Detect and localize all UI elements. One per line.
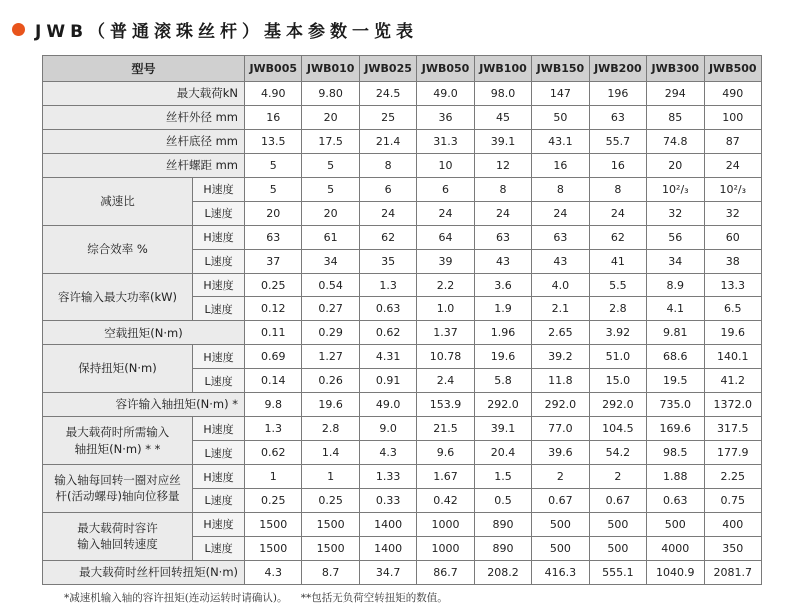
table-cell: 49.0 — [359, 393, 416, 417]
table-cell: 5.5 — [589, 273, 646, 297]
table-cell: 0.27 — [302, 297, 359, 321]
table-cell: 2.8 — [589, 297, 646, 321]
table-cell: 3.6 — [474, 273, 531, 297]
table-cell: 500 — [532, 536, 589, 560]
table-cell: 38 — [704, 249, 761, 273]
table-cell: 153.9 — [417, 393, 474, 417]
table-cell: 4.3 — [359, 441, 416, 465]
table-cell: 5 — [245, 177, 302, 201]
table-cell: 41.2 — [704, 369, 761, 393]
table-cell: 13.5 — [245, 129, 302, 153]
row-label-max_power: 容许输入最大功率(kW) — [43, 273, 193, 321]
table-cell: 1372.0 — [704, 393, 761, 417]
table-cell: 16 — [589, 153, 646, 177]
table-cell: 85 — [647, 105, 704, 129]
table-cell: 2 — [532, 465, 589, 489]
table-cell: 0.42 — [417, 488, 474, 512]
table-cell: 39.6 — [532, 441, 589, 465]
speed-label-h: H速度 — [193, 177, 245, 201]
row-label-axial_travel — [43, 465, 193, 513]
table-cell: 9.6 — [417, 441, 474, 465]
table-cell: 0.67 — [532, 488, 589, 512]
row-label-line: 最大载荷时所需输入 — [65, 424, 170, 439]
bullet-dot-icon — [12, 23, 25, 36]
table-cell: 61 — [302, 225, 359, 249]
table-cell: 1500 — [302, 512, 359, 536]
table-cell: 890 — [474, 512, 531, 536]
table-cell: 100 — [704, 105, 761, 129]
table-cell: 50 — [532, 105, 589, 129]
table-cell: 1.3 — [245, 417, 302, 441]
table-cell: 0.75 — [704, 488, 761, 512]
table-cell: 63 — [474, 225, 531, 249]
speed-label-l: L速度 — [193, 369, 245, 393]
model-column-header: JWB050 — [417, 56, 474, 82]
table-cell: 2.65 — [532, 321, 589, 345]
table-cell: 1400 — [359, 536, 416, 560]
speed-label-l: L速度 — [193, 297, 245, 321]
table-cell: 15.0 — [589, 369, 646, 393]
table-cell: 1400 — [359, 512, 416, 536]
table-cell: 24 — [532, 201, 589, 225]
table-cell: 5 — [302, 153, 359, 177]
table-cell: 68.6 — [647, 345, 704, 369]
table-cell: 34 — [647, 249, 704, 273]
row-label-screw_torque: 最大载荷时丝杆回转扭矩(N·m) — [43, 560, 245, 584]
table-cell: 2.4 — [417, 369, 474, 393]
table-row — [43, 273, 762, 297]
table-cell: 20 — [647, 153, 704, 177]
table-cell: 0.25 — [245, 488, 302, 512]
speed-label-l: L速度 — [193, 441, 245, 465]
table-cell: 24 — [359, 201, 416, 225]
table-cell: 5.8 — [474, 369, 531, 393]
row-label-max_load: 最大载荷kN — [43, 82, 245, 106]
table-cell: 10²/₃ — [704, 177, 761, 201]
page-title-bar — [12, 14, 418, 44]
model-header: 型号 — [43, 56, 245, 82]
table-cell: 317.5 — [704, 417, 761, 441]
table-cell: 2.1 — [532, 297, 589, 321]
table-cell: 49.0 — [417, 82, 474, 106]
model-column-header: JWB005 — [245, 56, 302, 82]
row-label-ratio: 减速比 — [43, 177, 193, 225]
table-cell: 0.67 — [589, 488, 646, 512]
model-column-header: JWB025 — [359, 56, 416, 82]
table-cell: 0.12 — [245, 297, 302, 321]
table-cell: 31.3 — [417, 129, 474, 153]
speed-label-l: L速度 — [193, 488, 245, 512]
table-cell: 1500 — [302, 536, 359, 560]
table-cell: 292.0 — [532, 393, 589, 417]
table-cell: 735.0 — [647, 393, 704, 417]
table-cell: 9.8 — [245, 393, 302, 417]
table-cell: 51.0 — [589, 345, 646, 369]
table-cell: 177.9 — [704, 441, 761, 465]
table-cell: 400 — [704, 512, 761, 536]
table-cell: 1040.9 — [647, 560, 704, 584]
table-cell: 500 — [589, 536, 646, 560]
table-row — [43, 129, 762, 153]
table-row — [43, 321, 762, 345]
table-cell: 34.7 — [359, 560, 416, 584]
table-cell: 37 — [245, 249, 302, 273]
table-cell: 140.1 — [704, 345, 761, 369]
table-cell: 64 — [417, 225, 474, 249]
table-cell: 0.54 — [302, 273, 359, 297]
table-cell: 98.0 — [474, 82, 531, 106]
table-cell: 4.3 — [245, 560, 302, 584]
table-row — [43, 417, 762, 441]
table-cell: 1000 — [417, 512, 474, 536]
table-cell: 0.63 — [647, 488, 704, 512]
table-cell: 39 — [417, 249, 474, 273]
table-cell: 19.5 — [647, 369, 704, 393]
row-label-holding_torque: 保持扭矩(N·m) — [43, 345, 193, 393]
speed-label-h: H速度 — [193, 512, 245, 536]
row-label-line: 最大载荷时容许 — [77, 520, 158, 535]
table-cell: 1.5 — [474, 465, 531, 489]
table-cell: 1.27 — [302, 345, 359, 369]
table-cell: 34 — [302, 249, 359, 273]
table-cell: 21.4 — [359, 129, 416, 153]
table-row — [43, 177, 762, 201]
page-title: JWB（普通滚珠丝杆）基本参数一览表 — [35, 21, 419, 42]
table-cell: 8 — [589, 177, 646, 201]
table-cell: 12 — [474, 153, 531, 177]
table-cell: 6.5 — [704, 297, 761, 321]
table-cell: 45 — [474, 105, 531, 129]
table-cell: 0.14 — [245, 369, 302, 393]
table-cell: 35 — [359, 249, 416, 273]
table-cell: 16 — [532, 153, 589, 177]
table-cell: 1.33 — [359, 465, 416, 489]
table-cell: 19.6 — [302, 393, 359, 417]
table-cell: 292.0 — [474, 393, 531, 417]
table-cell: 25 — [359, 105, 416, 129]
table-cell: 4.90 — [245, 82, 302, 106]
table-cell: 0.63 — [359, 297, 416, 321]
footnote: *减速机输入轴的容许扭矩(连动运转时请确认)。 **包括无负荷空转扭矩的数值。 — [64, 592, 448, 604]
table-cell: 39.2 — [532, 345, 589, 369]
table-cell: 294 — [647, 82, 704, 106]
table-row — [43, 512, 762, 536]
speed-label-l: L速度 — [193, 536, 245, 560]
table-cell: 8 — [359, 153, 416, 177]
table-cell: 41 — [589, 249, 646, 273]
model-column-header: JWB150 — [532, 56, 589, 82]
table-cell: 3.92 — [589, 321, 646, 345]
model-column-header: JWB010 — [302, 56, 359, 82]
table-cell: 63 — [532, 225, 589, 249]
table-cell: 1.3 — [359, 273, 416, 297]
table-cell: 86.7 — [417, 560, 474, 584]
table-cell: 1500 — [245, 512, 302, 536]
table-cell: 8.9 — [647, 273, 704, 297]
table-cell: 2.8 — [302, 417, 359, 441]
table-cell: 62 — [589, 225, 646, 249]
table-cell: 4.31 — [359, 345, 416, 369]
table-cell: 19.6 — [474, 345, 531, 369]
table-cell: 147 — [532, 82, 589, 106]
table-cell: 4.0 — [532, 273, 589, 297]
table-cell: 208.2 — [474, 560, 531, 584]
speed-label-l: L速度 — [193, 249, 245, 273]
table-cell: 2.2 — [417, 273, 474, 297]
table-row — [43, 345, 762, 369]
table-cell: 4.1 — [647, 297, 704, 321]
table-cell: 24.5 — [359, 82, 416, 106]
table-cell: 104.5 — [589, 417, 646, 441]
table-cell: 43 — [474, 249, 531, 273]
table-cell: 6 — [359, 177, 416, 201]
table-cell: 16 — [245, 105, 302, 129]
table-cell: 416.3 — [532, 560, 589, 584]
model-column-header: JWB500 — [704, 56, 761, 82]
table-cell: 77.0 — [532, 417, 589, 441]
table-cell: 0.62 — [359, 321, 416, 345]
table-cell: 43 — [532, 249, 589, 273]
table-cell: 32 — [704, 201, 761, 225]
parameter-table — [42, 55, 762, 585]
table-cell: 13.3 — [704, 273, 761, 297]
table-cell: 0.26 — [302, 369, 359, 393]
model-column-header: JWB100 — [474, 56, 531, 82]
table-cell: 9.81 — [647, 321, 704, 345]
table-cell: 74.8 — [647, 129, 704, 153]
table-cell: 350 — [704, 536, 761, 560]
table-cell: 87 — [704, 129, 761, 153]
table-cell: 500 — [532, 512, 589, 536]
table-cell: 6 — [417, 177, 474, 201]
table-cell: 39.1 — [474, 129, 531, 153]
table-row — [43, 82, 762, 106]
table-header-row — [43, 56, 762, 82]
table-cell: 24 — [417, 201, 474, 225]
table-cell: 196 — [589, 82, 646, 106]
row-label-no_load_torque: 空载扭矩(N·m) — [43, 321, 245, 345]
table-cell: 1.96 — [474, 321, 531, 345]
row-label-line: 输入轴每回转一圈对应丝 — [54, 472, 181, 487]
table-cell: 32 — [647, 201, 704, 225]
table-cell: 17.5 — [302, 129, 359, 153]
table-cell: 0.11 — [245, 321, 302, 345]
table-cell: 8 — [532, 177, 589, 201]
table-row — [43, 465, 762, 489]
table-cell: 11.8 — [532, 369, 589, 393]
table-cell: 0.69 — [245, 345, 302, 369]
table-cell: 169.6 — [647, 417, 704, 441]
row-label-line: 输入轴回转速度 — [77, 537, 158, 552]
table-cell: 1 — [245, 465, 302, 489]
table-cell: 1.9 — [474, 297, 531, 321]
table-cell: 0.5 — [474, 488, 531, 512]
table-cell: 20.4 — [474, 441, 531, 465]
speed-label-h: H速度 — [193, 273, 245, 297]
speed-label-h: H速度 — [193, 225, 245, 249]
speed-label-h: H速度 — [193, 417, 245, 441]
table-cell: 0.33 — [359, 488, 416, 512]
table-cell: 1.0 — [417, 297, 474, 321]
model-column-header: JWB200 — [589, 56, 646, 82]
table-cell: 1.4 — [302, 441, 359, 465]
table-cell: 24 — [474, 201, 531, 225]
table-cell: 1.88 — [647, 465, 704, 489]
table-cell: 62 — [359, 225, 416, 249]
table-cell: 43.1 — [532, 129, 589, 153]
speed-label-l: L速度 — [193, 201, 245, 225]
table-row — [43, 105, 762, 129]
table-cell: 98.5 — [647, 441, 704, 465]
table-cell: 9.80 — [302, 82, 359, 106]
table-cell: 0.29 — [302, 321, 359, 345]
table-cell: 490 — [704, 82, 761, 106]
row-label-screw_od: 丝杆外径 mm — [43, 105, 245, 129]
table-cell: 63 — [245, 225, 302, 249]
table-cell: 500 — [589, 512, 646, 536]
table-cell: 63 — [589, 105, 646, 129]
table-cell: 24 — [589, 201, 646, 225]
table-cell: 5 — [245, 153, 302, 177]
table-cell: 1000 — [417, 536, 474, 560]
table-cell: 1500 — [245, 536, 302, 560]
table-cell: 39.1 — [474, 417, 531, 441]
row-label-efficiency: 综合效率 % — [43, 225, 193, 273]
table-cell: 8 — [474, 177, 531, 201]
table-row — [43, 393, 762, 417]
table-cell: 0.25 — [245, 273, 302, 297]
table-cell: 2 — [589, 465, 646, 489]
table-row — [43, 225, 762, 249]
row-label-screw_root: 丝杆底径 mm — [43, 129, 245, 153]
model-column-header: JWB300 — [647, 56, 704, 82]
table-cell: 56 — [647, 225, 704, 249]
table-cell: 20 — [245, 201, 302, 225]
table-row — [43, 153, 762, 177]
table-cell: 5 — [302, 177, 359, 201]
table-cell: 8.7 — [302, 560, 359, 584]
table-cell: 555.1 — [589, 560, 646, 584]
table-cell: 60 — [704, 225, 761, 249]
table-cell: 2.25 — [704, 465, 761, 489]
table-cell: 9.0 — [359, 417, 416, 441]
table-cell: 21.5 — [417, 417, 474, 441]
row-label-allowable_speed — [43, 512, 193, 560]
table-cell: 890 — [474, 536, 531, 560]
speed-label-h: H速度 — [193, 345, 245, 369]
row-label-input_shaft_torque: 容许输入轴扭矩(N·m) * — [43, 393, 245, 417]
table-cell: 292.0 — [589, 393, 646, 417]
table-cell: 54.2 — [589, 441, 646, 465]
table-cell: 20 — [302, 201, 359, 225]
table-row — [43, 560, 762, 584]
row-label-required_input_torque — [43, 417, 193, 465]
table-cell: 55.7 — [589, 129, 646, 153]
table-cell: 10²/₃ — [647, 177, 704, 201]
table-cell: 1.67 — [417, 465, 474, 489]
table-cell: 500 — [647, 512, 704, 536]
table-cell: 36 — [417, 105, 474, 129]
table-cell: 20 — [302, 105, 359, 129]
table-cell: 10 — [417, 153, 474, 177]
table-cell: 0.25 — [302, 488, 359, 512]
row-label-screw_pitch: 丝杆螺距 mm — [43, 153, 245, 177]
table-cell: 4000 — [647, 536, 704, 560]
table-cell: 1.37 — [417, 321, 474, 345]
table-cell: 24 — [704, 153, 761, 177]
row-label-line: 杆(活动螺母)轴向位移量 — [55, 489, 180, 504]
table-cell: 1 — [302, 465, 359, 489]
table-cell: 0.91 — [359, 369, 416, 393]
table-cell: 0.62 — [245, 441, 302, 465]
speed-label-h: H速度 — [193, 465, 245, 489]
table-cell: 2081.7 — [704, 560, 761, 584]
row-label-line: 轴扭矩(N·m) * * — [74, 441, 161, 456]
table-cell: 10.78 — [417, 345, 474, 369]
table-cell: 19.6 — [704, 321, 761, 345]
